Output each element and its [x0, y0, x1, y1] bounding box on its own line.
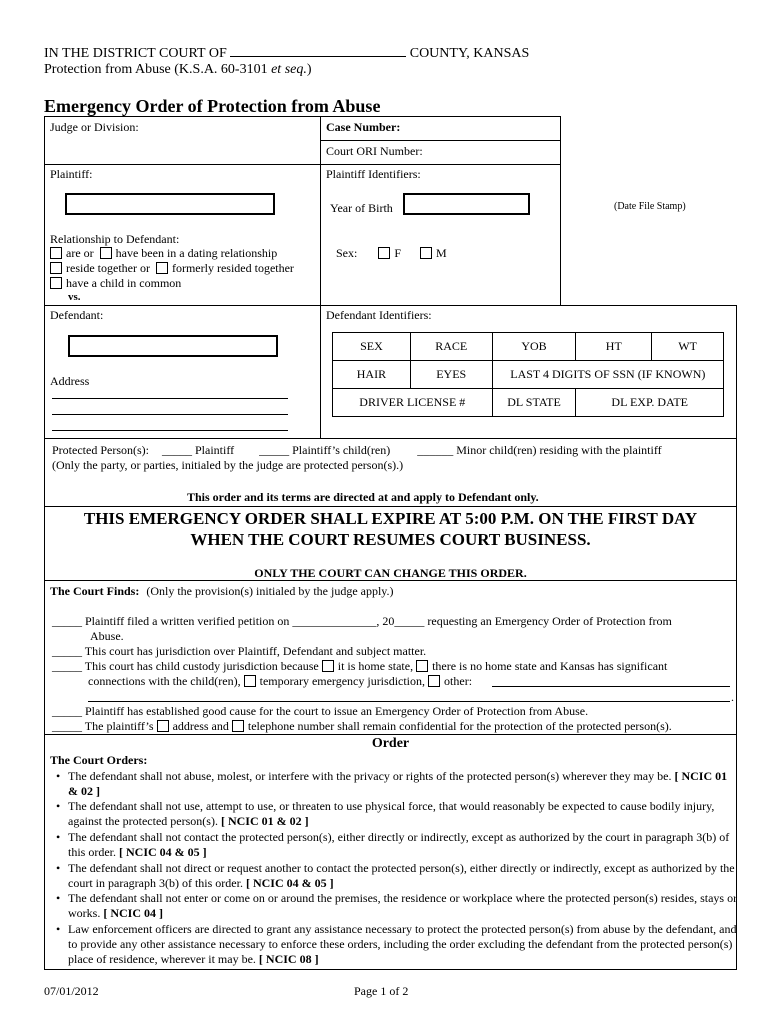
finding-jurisdiction: _____ This court has jurisdiction over Plaintiff, Defendant and subject matter. [52, 644, 427, 658]
bullet: • [56, 891, 61, 905]
relationship-row-2: reside together or formerly resided together [50, 261, 294, 276]
court-ori-label: Court ORI Number: [326, 144, 423, 158]
year-of-birth-field[interactable] [403, 193, 530, 215]
finding-petition-cont: Abuse. [90, 629, 124, 643]
order-item: The defendant shall not use, attempt to use, or threaten to use physical force, that would reasonably be expected to cause bodily injury, against the protected person(s). [ NCIC 01 & 02 ] [68, 799, 715, 828]
child-in-common-checkbox[interactable] [50, 277, 62, 289]
statute-line: Protection from Abuse (K.S.A. 60-3101 et seq.) [44, 62, 312, 77]
bullet: • [56, 769, 61, 783]
defendant-name-field[interactable] [68, 335, 278, 357]
expire-line-1: THIS EMERGENCY ORDER SHALL EXPIRE AT 5:00 P.M. ON THE FIRST DAY [83, 509, 698, 528]
other-line[interactable] [492, 686, 730, 687]
bullet: • [56, 861, 61, 875]
ssn-header: LAST 4 DIGITS OF SSN (IF KNOWN) [492, 361, 723, 389]
other-line-2[interactable] [88, 701, 730, 702]
findings-top-rule [44, 580, 737, 581]
case-number-label: Case Number: [326, 120, 401, 134]
defendant-identifiers-label: Defendant Identifiers: [326, 308, 432, 322]
defendant-label: Defendant: [50, 308, 104, 322]
top-rule [44, 116, 320, 117]
year-of-birth-label: Year of Birth [330, 201, 393, 215]
finding-initial-blank[interactable]: _____ [52, 719, 82, 733]
footer-page: Page 1 of 2 [354, 984, 409, 998]
bullet: • [56, 830, 61, 844]
court-orders-heading: The Court Orders: [50, 753, 148, 767]
only-court-notice: ONLY THE COURT CAN CHANGE THIS ORDER. [254, 566, 527, 580]
order-item: The defendant shall not enter or come on or around the premises, the residence or workplace where the protected person(s) resides, stays or works. [ NCIC 04 ] [68, 891, 738, 920]
date-file-stamp: (Date File Stamp) [614, 201, 686, 212]
table-row [333, 389, 724, 417]
form-title: Emergency Order of Protection from Abuse [44, 96, 381, 116]
table-row [333, 361, 724, 389]
protected-note: (Only the party, or parties, initialed by the judge are protected person(s).) [52, 458, 404, 472]
formerly-resided-checkbox[interactable] [156, 262, 168, 274]
court-finds-heading: The Court Finds: (Only the provision(s) initialed by the judge apply.) [50, 584, 394, 598]
expire-top-rule [44, 506, 737, 507]
order-title: Order [371, 736, 410, 751]
other-checkbox[interactable] [428, 675, 440, 687]
sex-row: Sex: F M [336, 246, 447, 260]
bullet: • [56, 922, 61, 936]
plaintiff-initial-blank[interactable]: _____ [161, 443, 192, 457]
minor-initial-blank[interactable]: ______ [417, 443, 454, 457]
address-line-1[interactable] [52, 398, 288, 399]
are-or-checkbox[interactable] [50, 247, 62, 259]
stamp-vertical-rule [560, 164, 561, 305]
relationship-row-3: have a child in common [50, 276, 181, 291]
defendant-row-rule [44, 305, 737, 306]
order-top-rule [44, 734, 737, 735]
case-number-divider [320, 140, 561, 141]
sex-f-checkbox[interactable] [378, 247, 390, 259]
temp-emergency-checkbox[interactable] [244, 675, 256, 687]
plaintiff-label: Plaintiff: [50, 167, 93, 181]
ht-header: HT [576, 333, 652, 361]
order-item: The defendant shall not contact the protected person(s), either directly or indirectly, except as authorized by the court in paragraph 3(b) of this order. [ NCIC 04 & 05 ] [68, 830, 730, 859]
dl-state-header: DL STATE [492, 389, 576, 417]
sex-header: SEX [333, 333, 411, 361]
dating-checkbox[interactable] [100, 247, 112, 259]
finding-initial-blank[interactable]: _____ [52, 644, 82, 658]
hair-header: HAIR [333, 361, 411, 389]
address-line-3[interactable] [52, 430, 288, 431]
other-line-period: . [731, 690, 734, 704]
relationship-label: Relationship to Defendant: [50, 232, 180, 246]
county-blank[interactable] [230, 44, 406, 57]
address-label: Address [50, 374, 90, 388]
directed-notice: This order and its terms are directed at and apply to Defendant only. [187, 490, 539, 504]
eyes-header: EYES [410, 361, 492, 389]
relationship-row-1: are or have been in a dating relationship [50, 246, 277, 261]
finding-confidential: _____ The plaintiff’s address and telephone number shall remain confidential for the protection of the protected person(s). [52, 719, 672, 733]
judge-label: Judge or Division: [50, 120, 139, 134]
finding-initial-blank[interactable]: _____ [52, 659, 82, 673]
reside-together-checkbox[interactable] [50, 262, 62, 274]
protected-persons-line: Protected Person(s): _____ Plaintiff _____ Plaintiff’s child(ren) ______ Minor child(ren) residing with the plaintiff [52, 443, 662, 457]
plaintiff-identifiers-label: Plaintiff Identifiers: [326, 167, 421, 181]
finding-custody-cont: connections with the child(ren), temporary emergency jurisdiction, other: [88, 674, 473, 688]
finding-initial-blank[interactable]: _____ [52, 614, 82, 628]
footer-date: 07/01/2012 [44, 984, 99, 998]
home-state-checkbox[interactable] [322, 660, 334, 672]
plaintiff-row-rule [44, 164, 320, 165]
sex-m-checkbox[interactable] [420, 247, 432, 259]
wt-header: WT [652, 333, 724, 361]
defendant-identifiers-table [332, 332, 724, 417]
petition-date-blank[interactable]: ______________ [292, 614, 377, 628]
finding-custody: _____ This court has child custody jurisdiction because it is home state, there is no home state and Kansas has significant [52, 659, 668, 673]
confidential-address-checkbox[interactable] [157, 720, 169, 732]
bullet: • [56, 799, 61, 813]
no-home-state-checkbox[interactable] [416, 660, 428, 672]
confidential-phone-checkbox[interactable] [232, 720, 244, 732]
vs-label: vs. [68, 291, 81, 303]
driver-license-header: DRIVER LICENSE # [333, 389, 493, 417]
yob-header: YOB [492, 333, 576, 361]
order-item: The defendant shall not direct or request another to contact the protected person(s), either directly or indirectly, except as authorized by the court in paragraph 3(b) of this order. [ NCIC 04 & 05 ] [68, 861, 735, 890]
court-line: IN THE DISTRICT COURT OF COUNTY, KANSAS [44, 46, 530, 61]
child-initial-blank[interactable]: _____ [259, 443, 290, 457]
dl-exp-header: DL EXP. DATE [576, 389, 724, 417]
finding-petition: _____ Plaintiff filed a written verified petition on ______________, 20_____ requesting an Emergency Order of Protection from [52, 614, 672, 628]
order-item: The defendant shall not abuse, molest, or interfere with the privacy or rights of the protected person(s) wherever they may be. [ NCIC 01 & 02 ] [68, 769, 728, 798]
finding-initial-blank[interactable]: _____ [52, 704, 82, 718]
race-header: RACE [410, 333, 492, 361]
table-bottom-rule [44, 438, 737, 439]
order-item: Law enforcement officers are directed to grant any assistance necessary to protect the protected person(s) from abuse by the defendant, and to provide any other assistance necessary to enforce these orders, including the order excluding the defendant from the protected person(s) place of residence, wherever it may be. [ NCIC 08 ] [68, 922, 737, 966]
table-row [333, 333, 724, 361]
petition-year-blank[interactable]: _____ [394, 614, 425, 628]
plaintiff-name-field[interactable] [65, 193, 275, 215]
bottom-rule [44, 969, 737, 970]
expire-line-2: WHEN THE COURT RESUMES COURT BUSINESS. [190, 530, 591, 549]
address-line-2[interactable] [52, 414, 288, 415]
finding-good-cause: _____ Plaintiff has established good cause for the court to issue an Emergency Order of Protection from Abuse. [52, 704, 589, 718]
